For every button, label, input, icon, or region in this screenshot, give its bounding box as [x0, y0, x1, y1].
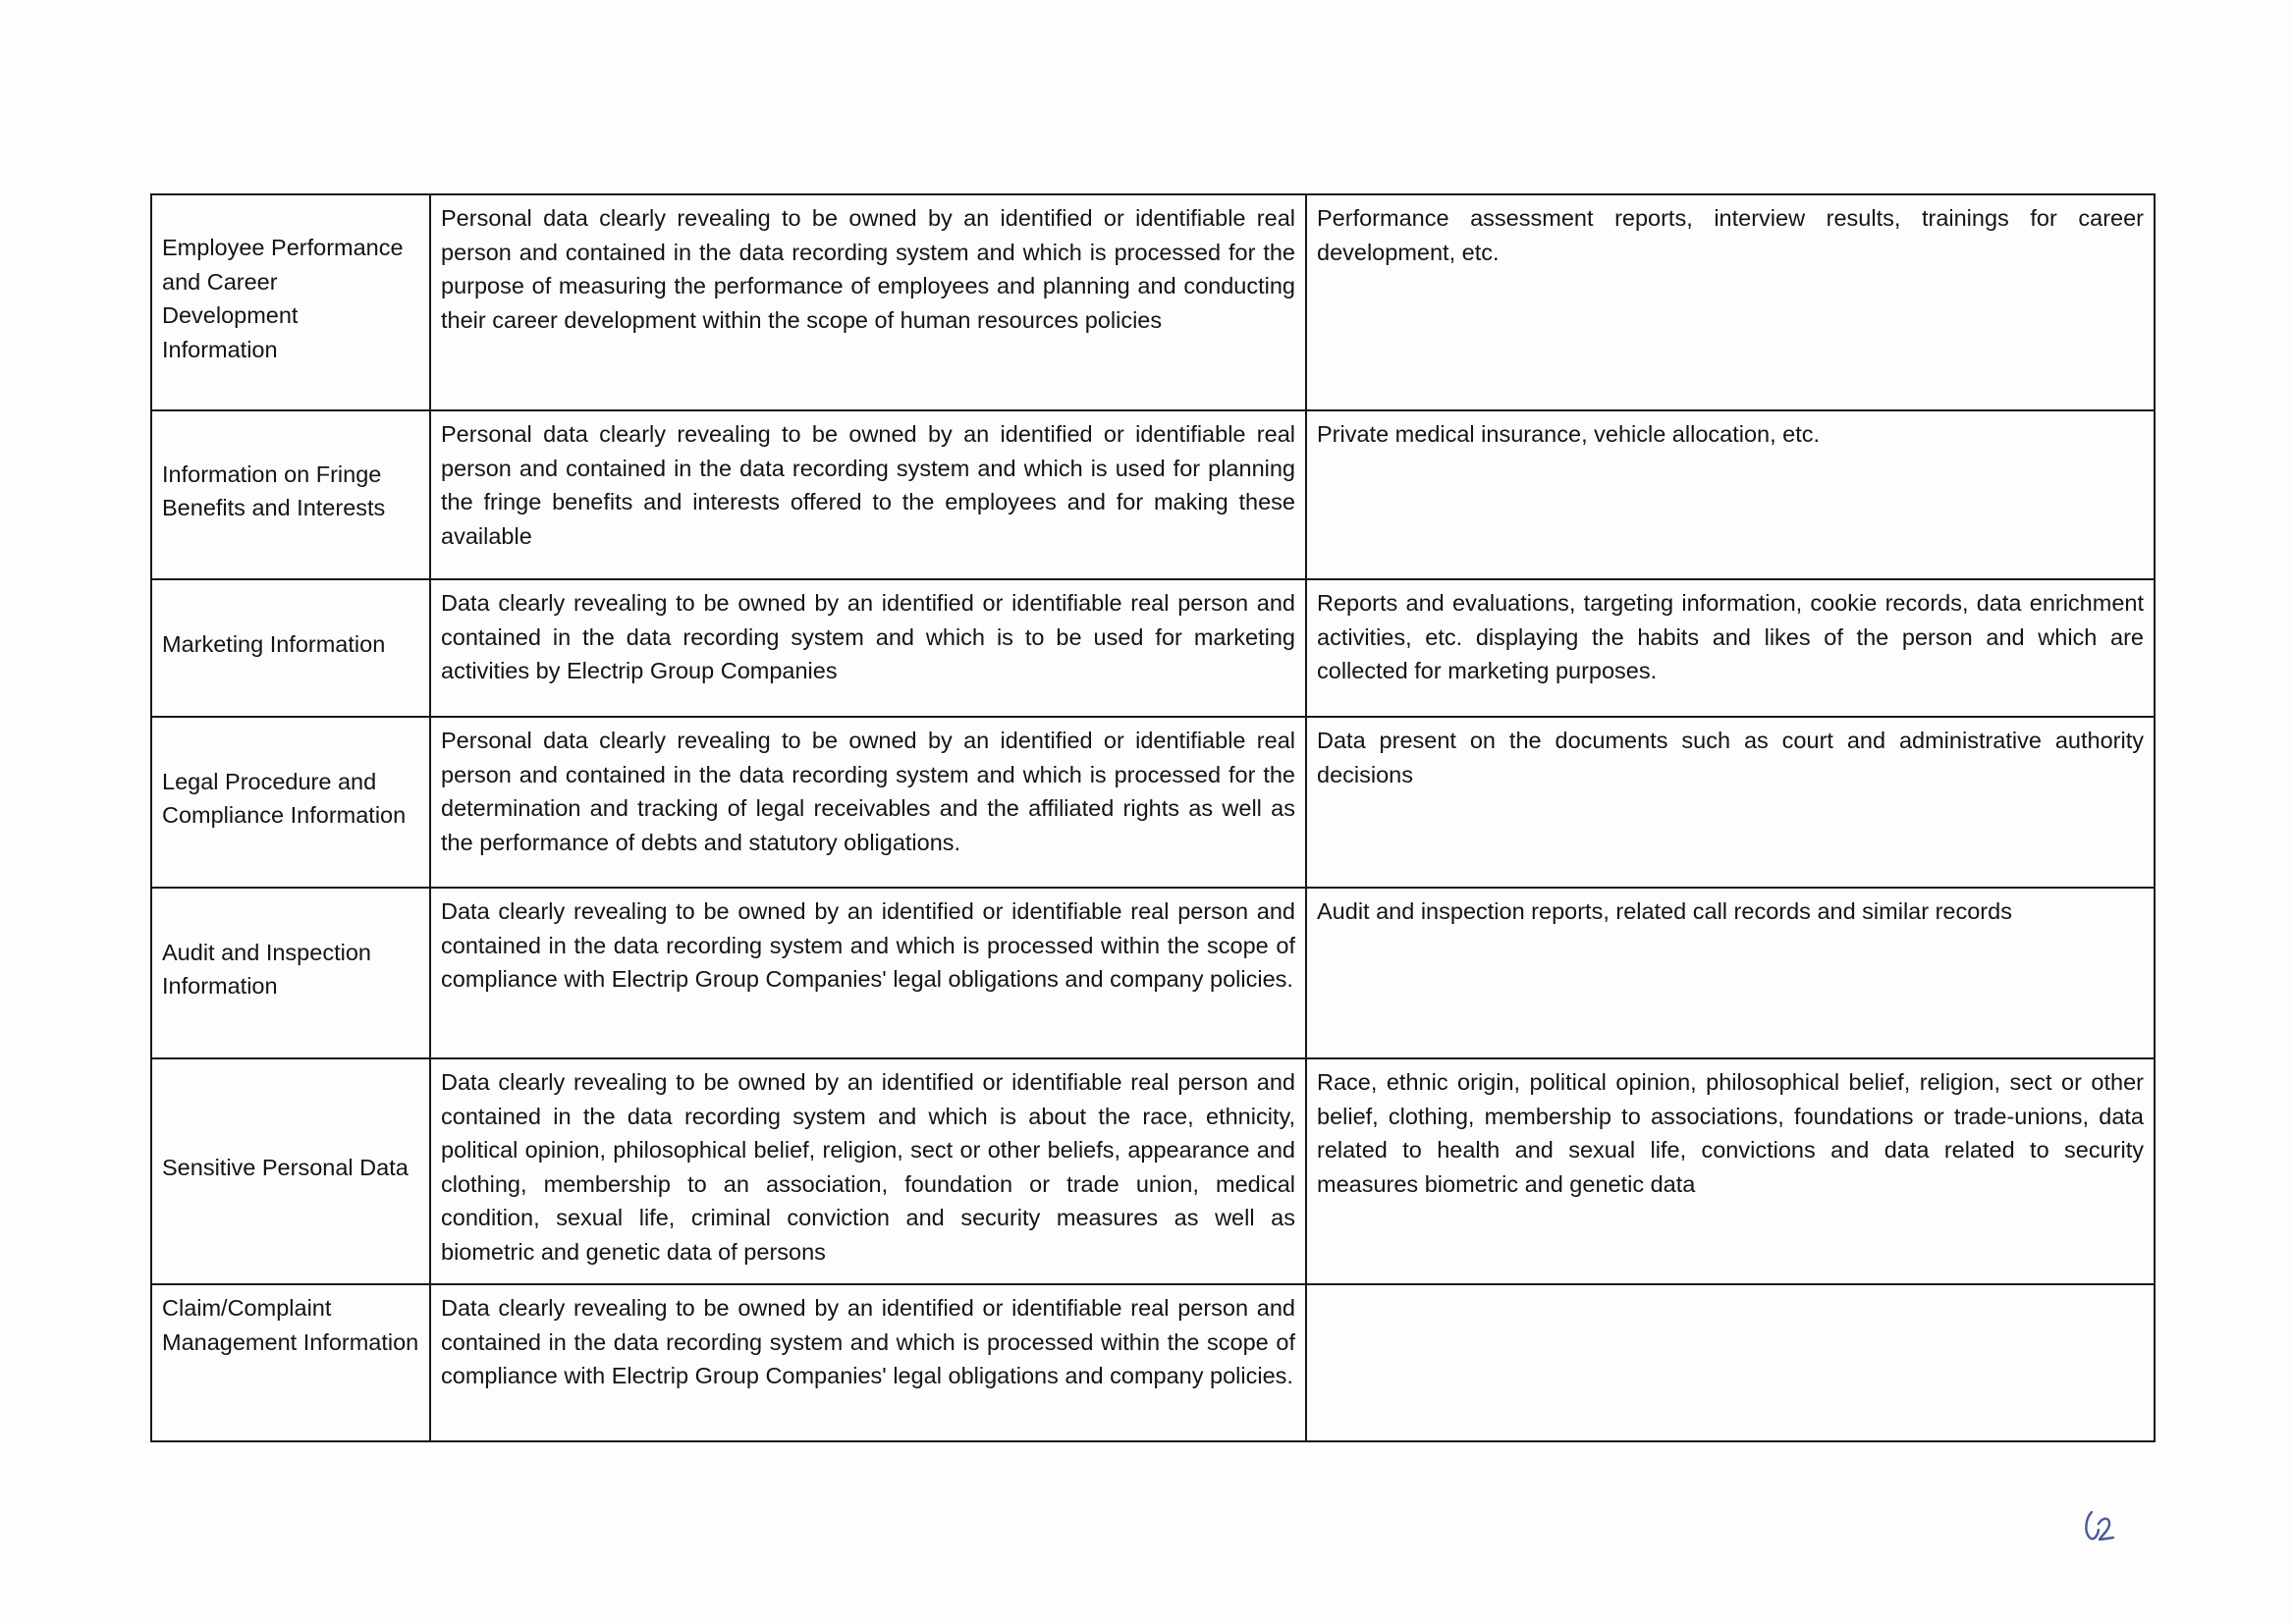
category-cell: Information on Fringe Benefits and Interests [151, 410, 430, 579]
examples-cell: Data present on the documents such as court and administrative authority decisions [1306, 717, 2155, 888]
examples-cell [1306, 1284, 2155, 1441]
description-cell: Data clearly revealing to be owned by an identified or identifiable real person and contained in the data recording system and which is processed within the scope of compliance with Electrip Group Companies' legal obligations and company policies. [430, 1284, 1306, 1441]
category-cell: Audit and Inspection Information [151, 888, 430, 1058]
category-cell: Legal Procedure and Compliance Information [151, 717, 430, 888]
examples-cell: Race, ethnic origin, political opinion, philosophical belief, religion, sect or other belief, clothing, membership to associations, foundations or trade-unions, data related to health and sexual life, convictions and data related to security measures biometric and genetic data [1306, 1058, 2155, 1284]
table-row [151, 579, 2155, 717]
description-cell: Personal data clearly revealing to be owned by an identified or identifiable real person and contained in the data recording system and which is used for planning the fringe benefits and interests offered to the employees and for making these available [430, 410, 1306, 579]
description-cell: Data clearly revealing to be owned by an identified or identifiable real person and contained in the data recording system and which is to be used for marketing activities by Electrip Group Companies [430, 579, 1306, 717]
handwritten-page-mark [2080, 1502, 2119, 1543]
table-row [151, 717, 2155, 888]
table-row [151, 194, 2155, 410]
table-row [151, 888, 2155, 1058]
examples-cell: Performance assessment reports, interview results, trainings for career development, etc. [1306, 194, 2155, 410]
table-row [151, 410, 2155, 579]
category-cell: Claim/Complaint Management Information [151, 1284, 430, 1441]
table-row [151, 1284, 2155, 1441]
table-row [151, 1058, 2155, 1284]
category-cell: Sensitive Personal Data [151, 1058, 430, 1284]
description-cell: Data clearly revealing to be owned by an identified or identifiable real person and contained in the data recording system and which is about the race, ethnicity, political opinion, philosophical belief, religion, sect or other beliefs, appearance and clothing, membership to an association, foundation or trade union, medical condition, sexual life, criminal conviction and security measures as well as biometric and genetic data of persons [430, 1058, 1306, 1284]
personal-data-categories-table [150, 193, 2156, 1442]
category-cell: Employee Performance and Career Development Information [151, 194, 430, 410]
description-cell: Data clearly revealing to be owned by an identified or identifiable real person and contained in the data recording system and which is processed within the scope of compliance with Electrip Group Companies' legal obligations and company policies. [430, 888, 1306, 1058]
examples-cell: Reports and evaluations, targeting information, cookie records, data enrichment activities, etc. displaying the habits and likes of the person and which are collected for marketing purposes. [1306, 579, 2155, 717]
category-cell: Marketing Information [151, 579, 430, 717]
description-cell: Personal data clearly revealing to be owned by an identified or identifiable real person and contained in the data recording system and which is processed for the purpose of measuring the performance of employees and planning and conducting their career development within the scope of human resources policies [430, 194, 1306, 410]
description-cell: Personal data clearly revealing to be owned by an identified or identifiable real person and contained in the data recording system and which is processed for the determination and tracking of legal receivables and the affiliated rights as well as the performance of debts and statutory obligations. [430, 717, 1306, 888]
examples-cell: Private medical insurance, vehicle allocation, etc. [1306, 410, 2155, 579]
examples-cell: Audit and inspection reports, related call records and similar records [1306, 888, 2155, 1058]
